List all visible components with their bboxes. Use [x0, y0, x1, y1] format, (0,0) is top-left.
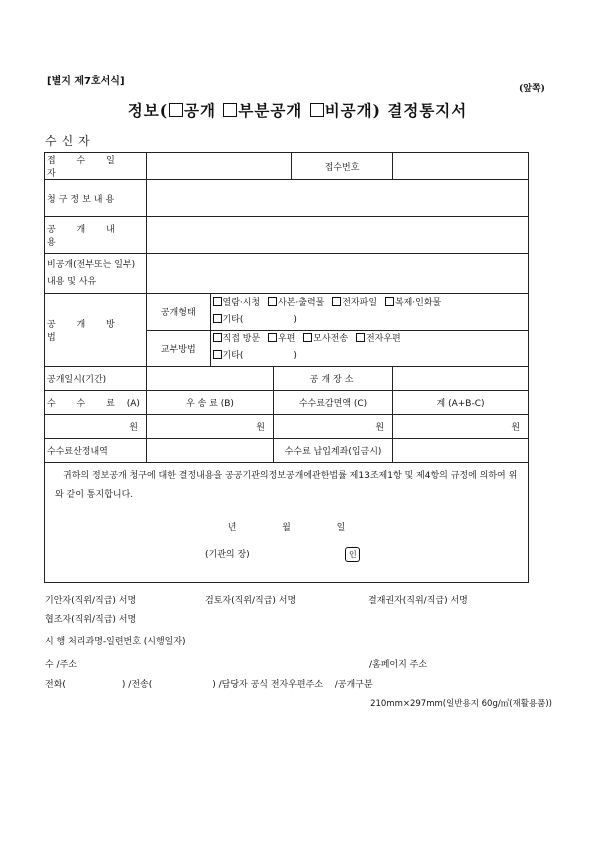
email-label: /담당자 공식 전자우편주소 [218, 680, 324, 690]
approver-signature-label: 결재권자(직위/직급) 서명 [368, 596, 468, 606]
form-title [0, 99, 595, 121]
method-subtable [147, 294, 528, 366]
place-field[interactable] [393, 367, 529, 391]
receipt-date-field[interactable] [147, 153, 292, 180]
recipient-label: 수신자 [45, 134, 95, 148]
request-content-label: 청구정보내용 [45, 180, 147, 217]
receipt-number-label: 접수번호 [292, 153, 393, 180]
drafter-signature-label: 기안자(직위/직급) 서명 [45, 596, 137, 606]
checkbox-icon [268, 333, 277, 342]
datetime-field[interactable] [147, 367, 274, 391]
category-label: /공개구분 [334, 680, 373, 690]
title-option-nondisclose: 비공개) [324, 101, 381, 120]
notice-section [45, 463, 529, 583]
delivery-method-options [210, 330, 528, 366]
form-number-label: [별지 제7호서식] [47, 76, 125, 87]
checkbox-icon [213, 350, 222, 359]
form-option-file[interactable]: 전자파일 [332, 298, 377, 308]
datetime-label: 공개일시(기간) [45, 367, 147, 391]
notice-text: 귀하의 정보공개 청구에 대한 결정내용을 공공기관의정보공개에관한법률 제13조제1항 및 제4항의 규정에 의하여 위와 같이 통지합니다. [55, 471, 518, 500]
nondisclosure-reason-field[interactable] [147, 254, 529, 294]
payment-account-label: 수수료 납입계좌(입금시) [274, 439, 393, 463]
receipt-address-label: 수 /주소 [45, 660, 77, 670]
fax-label: /전송( [128, 680, 153, 690]
form-type-label: 공개형태 [147, 294, 210, 330]
fee-amount-field[interactable]: 원 [45, 415, 147, 439]
seal-stamp: 인 [345, 547, 360, 562]
receipt-number-field[interactable] [393, 153, 529, 180]
postage-amount-field[interactable]: 원 [147, 415, 274, 439]
title-option-disclose: 공개 [184, 101, 216, 120]
enforcement-line: 시 행 처리과명-일련번호 (시행일자) [45, 637, 186, 647]
delivery-option-other[interactable]: 기타( ) [213, 351, 297, 361]
disclosure-content-field[interactable] [147, 217, 529, 254]
page-side-label: (앞쪽) [519, 84, 545, 94]
fee-total-label: 계 (A+B-C) [393, 391, 529, 415]
checkbox-icon [268, 297, 277, 306]
fee-label: 수 수 료 (A) [45, 391, 147, 415]
checkbox-icon [303, 333, 312, 342]
checkbox-icon [332, 297, 341, 306]
contact-line: 전화( ) /전송( ) /담당자 공식 전자우편주소 /공개구분 [45, 680, 373, 690]
checkbox-icon [213, 297, 222, 306]
date-year-label: 년 [227, 523, 237, 533]
delivery-method-label: 교부방법 [147, 330, 210, 366]
agency-head-label: (기관의 장) [205, 550, 250, 560]
title-prefix: 정보( [127, 101, 169, 120]
form-type-options [210, 294, 528, 330]
paper-spec: 210mm×297mm(일반용지 60g/㎡(재활용품)) [370, 699, 552, 709]
notice-date [55, 519, 518, 538]
delivery-option-visit[interactable]: 직접 방문 [213, 334, 261, 344]
checkbox-icon [385, 297, 394, 306]
form-option-view[interactable]: 열람·시청 [213, 298, 261, 308]
agency-head-line [55, 546, 518, 565]
checkbox-icon [356, 333, 365, 342]
decision-form-table [44, 152, 529, 583]
title-option-partial: 부분공개 [238, 101, 303, 120]
form-option-reproduction[interactable]: 복제·인화물 [385, 298, 441, 308]
date-day-label: 일 [336, 523, 346, 533]
partial-disclose-checkbox[interactable] [223, 103, 237, 117]
fee-reduction-label: 수수료감면액 (C) [274, 391, 393, 415]
homepage-label: /홈페이지 주소 [369, 660, 428, 670]
request-content-field[interactable] [147, 180, 529, 217]
fee-calculation-field[interactable] [147, 439, 274, 463]
reviewer-signature-label: 검토자(직위/직급) 서명 [205, 596, 297, 606]
delivery-option-mail[interactable]: 우편 [268, 334, 295, 344]
disclosure-method-label: 공 개 방 법 [45, 294, 147, 367]
total-amount-field[interactable]: 원 [393, 415, 529, 439]
title-suffix: 결정통지서 [387, 101, 468, 120]
phone-label: 전화( [45, 680, 66, 690]
form-option-copy[interactable]: 사본·출력물 [268, 298, 324, 308]
form-option-other[interactable]: 기타( ) [213, 315, 297, 325]
delivery-option-fax[interactable]: 모사전송 [303, 334, 348, 344]
checkbox-icon [213, 333, 222, 342]
receipt-date-label: 접 수 일 자 [45, 153, 147, 180]
disclosure-content-label: 공 개 내 용 [45, 217, 147, 254]
checkbox-icon [213, 314, 222, 323]
date-month-label: 월 [282, 523, 291, 533]
postage-label: 우 송 료 (B) [147, 391, 274, 415]
nondisclosure-reason-label: 비공개(전부또는 일부) 내용 및 사유 [45, 254, 147, 294]
reduction-amount-field[interactable]: 원 [274, 415, 393, 439]
delivery-option-email[interactable]: 전자우편 [356, 334, 401, 344]
nondisclose-checkbox[interactable] [310, 103, 324, 117]
disclose-checkbox[interactable] [169, 103, 183, 117]
fee-calculation-label: 수수료산정내역 [45, 439, 147, 463]
cooperator-signature-label: 협조자(직위/직급) 서명 [45, 615, 137, 625]
payment-account-field[interactable] [393, 439, 529, 463]
place-label: 공개장소 [274, 367, 393, 391]
